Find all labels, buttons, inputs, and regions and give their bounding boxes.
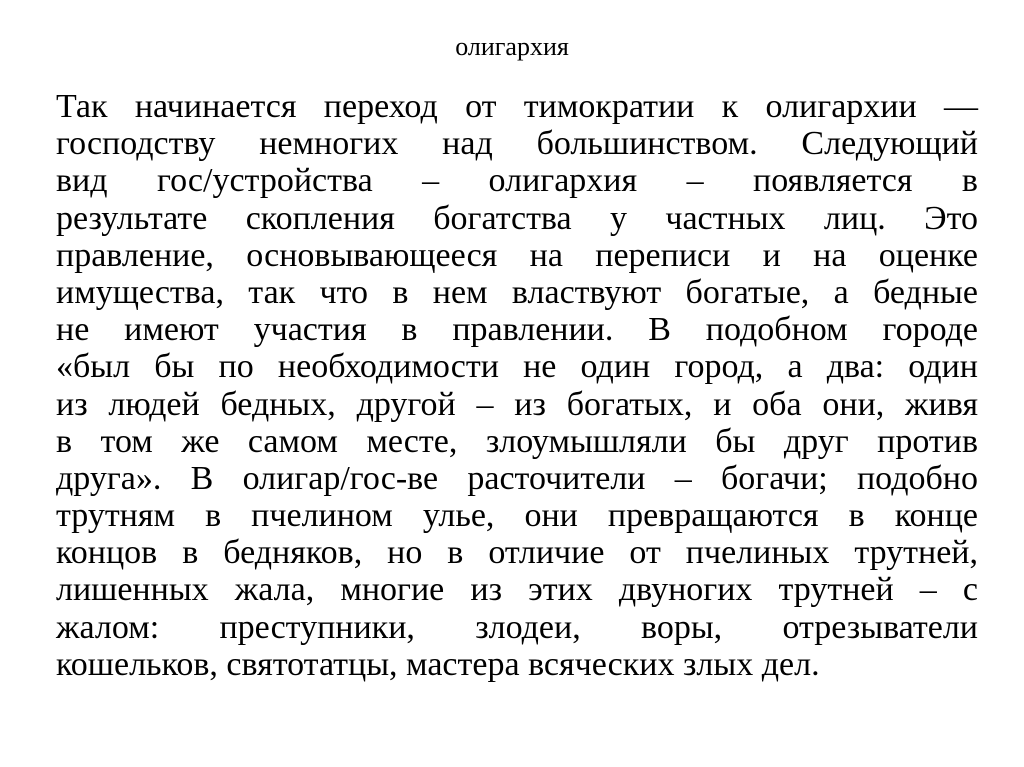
body-line-12: трутням в пчелином улье, они превращаются в конце <box>56 497 978 535</box>
body-line-16: кошельков, святотатцы, мастера всяческих злых дел. <box>56 645 820 683</box>
body-text <box>56 88 978 683</box>
body-line-14: лишенных жала, многие из этих двуногих трутней – с <box>56 571 978 609</box>
body-line-4: результате скопления богатства у частных лиц. Это <box>56 199 978 237</box>
body-line-1: Так начинается переход от тимократии к олигархии — <box>56 88 978 125</box>
body-line-9: из людей бедных, другой – из богатых, и оба они, живя <box>56 385 978 423</box>
body-line-6: имущества, так что в нем властвуют богатые, а бедные <box>56 273 978 311</box>
body-line-7: не имеют участия в правлении. В подобном городе <box>56 311 978 349</box>
slide-title: олигархия <box>455 32 569 61</box>
body-line-5: правление, основывающееся на переписи и на оценке <box>56 236 978 274</box>
body-line-2: господству немногих над большинством. Следующий <box>56 125 978 163</box>
body-line-13: концов в бедняков, но в отличие от пчелиных трутней, <box>56 534 978 572</box>
body-line-8: «был бы по необходимости не один город, а два: один <box>56 348 978 386</box>
body-line-10: в том же самом месте, злоумышляли бы друг против <box>56 422 978 460</box>
body-line-11: друга». В олигар/гос-ве расточители – богачи; подобно <box>56 459 978 497</box>
body-line-3: вид гос/устройства – олигархия – появляется в <box>56 162 978 200</box>
body-line-15: жалом: преступники, злодеи, воры, отрезыватели <box>56 608 978 646</box>
